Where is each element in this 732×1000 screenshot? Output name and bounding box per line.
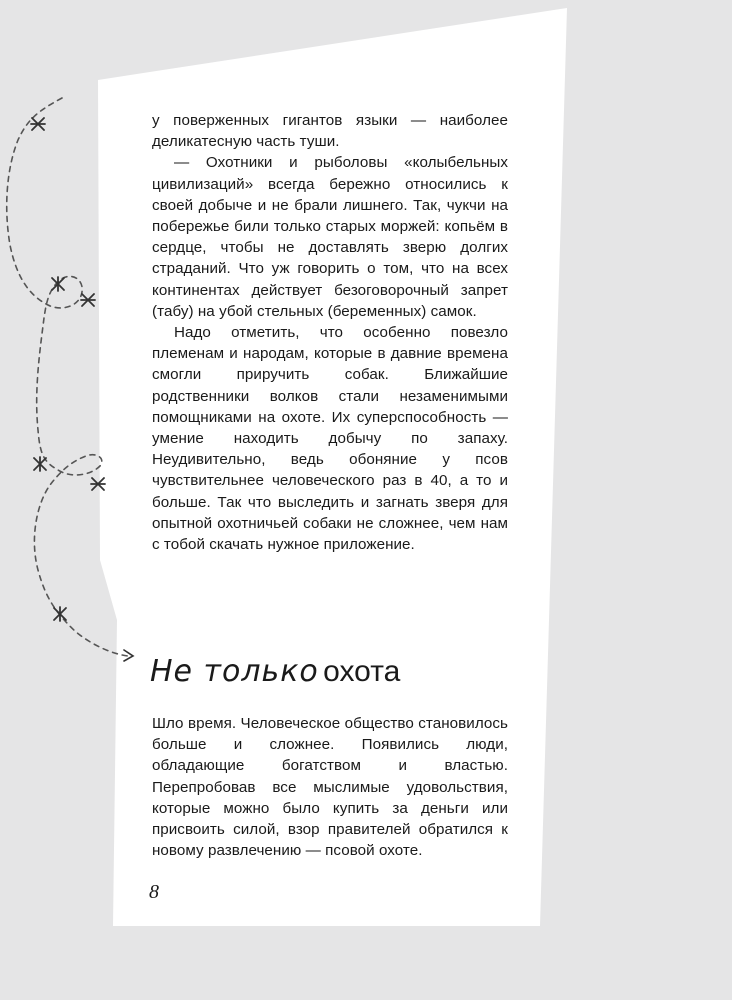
body-text-lower [152,713,508,861]
star-mark-3 [81,294,95,306]
heading-script-part: Не только [150,654,319,689]
star-mark-2 [52,277,64,291]
paragraph-1: у поверженных гигантов языки — наиболее деликатесную часть туши. [152,112,508,151]
star-mark-1 [31,118,45,130]
paragraph-4: Шло время. Человеческое общество становилось больше и сложнее. Появились люди, обладающие богатством и властью. Перепробовав все мыслимые удовольствия, которые можно было купить за деньги или присвоить силой, взор правителей обратился к новому развлечению — псовой охоте. [152,715,508,860]
paragraph-3: Надо отметить, что особенно повезло племенам и народам, которые в давние времена смогли приручить собак. Ближайшие родственники волков стали незаменимыми помощниками на охоте. Их суперспособность — умение находить добычу по запаху. Неудивительно, ведь обоняние у псов чувствительнее человеческого раз в 40, а то и больше. Так что выследить и загнать зверя для опытной охотничьей собаки не сложнее, чем нам с тобой скачать нужное приложение. [152,324,508,554]
star-mark-5 [91,478,105,490]
body-text-upper [152,110,508,555]
section-heading [150,654,400,702]
star-mark-6 [54,607,66,621]
heading-plain-part: охота [323,655,401,688]
star-mark-4 [34,457,46,471]
paragraph-2: — Охотники и рыболовы «колыбельных цивилизаций» всегда бережно относились к своей добыче и не брали лишнего. Так, чукчи на побережье били только старых моржей: копьём в сердце, чтобы не доставлять зверю долгих страданий. Что уж говорить о том, что на всех континентах действует безоговорочный запрет (табу) на убой стельных (беременных) самок. [152,154,508,320]
page-number: 8 [149,881,159,903]
